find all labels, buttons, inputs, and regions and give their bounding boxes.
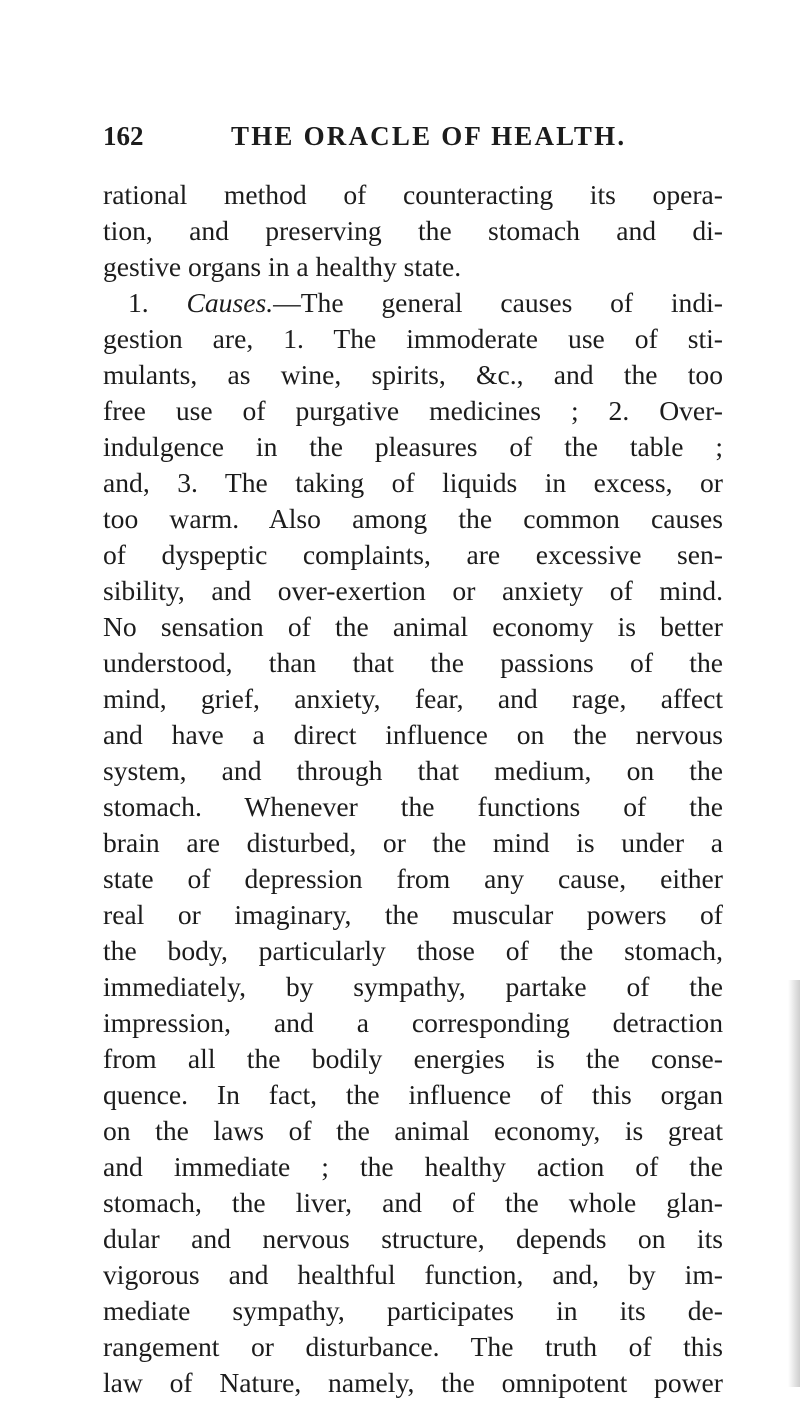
- text-line: dular and nervous structure, depends on its: [103, 1223, 723, 1254]
- page-edge-shadow: [788, 980, 800, 1387]
- text-line: real or imaginary, the muscular powers of: [103, 899, 723, 930]
- text-line: 1. Causes.—The general causes of indi-: [128, 287, 723, 318]
- text-line: No sensation of the animal economy is better: [103, 611, 723, 642]
- body-text: [103, 177, 723, 1401]
- text-line: free use of purgative medicines ; 2. Over-: [103, 395, 723, 426]
- text-line: immediately, by sympathy, partake of the: [103, 971, 723, 1002]
- text-line: state of depression from any cause, either: [103, 863, 723, 894]
- text-line: quence. In fact, the influence of this organ: [103, 1079, 723, 1110]
- text-line: mediate sympathy, participates in its de-: [103, 1295, 723, 1326]
- text-line: from all the bodily energies is the conse-: [103, 1043, 723, 1074]
- text-line: gestion are, 1. The immoderate use of sti-: [103, 323, 723, 354]
- text-line: law of Nature, namely, the omnipotent power: [103, 1367, 723, 1398]
- text-line: gestive organs in a healthy state.: [103, 251, 462, 282]
- text-line: indulgence in the pleasures of the table ;: [103, 431, 723, 462]
- text-line: understood, than that the passions of the: [103, 647, 723, 678]
- text-line: and, 3. The taking of liquids in excess, or: [103, 467, 723, 498]
- text-line: vigorous and healthful function, and, by im-: [103, 1259, 723, 1290]
- text-line: stomach. Whenever the functions of the: [103, 791, 723, 822]
- text-line: impression, and a corresponding detraction: [103, 1007, 723, 1038]
- text-line: on the laws of the animal economy, is great: [103, 1115, 723, 1146]
- text-line: sibility, and over-exertion or anxiety of mind.: [103, 575, 723, 606]
- text-line: and have a direct influence on the nervous: [103, 719, 723, 750]
- text-line: brain are disturbed, or the mind is under a: [103, 827, 723, 858]
- text-line: mind, grief, anxiety, fear, and rage, affect: [103, 683, 723, 714]
- text-line: the body, particularly those of the stomach,: [103, 935, 723, 966]
- italic-heading-word: Causes.: [186, 287, 274, 318]
- text-line: rational method of counteracting its opera-: [103, 179, 723, 210]
- text-line: system, and through that medium, on the: [103, 755, 723, 786]
- text-line: too warm. Also among the common causes: [103, 503, 723, 534]
- text-line: and immediate ; the healthy action of the: [103, 1151, 723, 1182]
- text-line: tion, and preserving the stomach and di-: [103, 215, 723, 246]
- text-line: rangement or disturbance. The truth of this: [103, 1331, 723, 1362]
- page-number: 162: [103, 121, 144, 151]
- text-line: stomach, the liver, and of the whole glan-: [103, 1187, 723, 1218]
- text-line: mulants, as wine, spirits, &c., and the too: [103, 359, 723, 390]
- running-title: THE ORACLE OF HEALTH.: [231, 121, 627, 151]
- running-head: [103, 121, 627, 152]
- text-line: of dyspeptic complaints, are excessive sen-: [103, 539, 723, 570]
